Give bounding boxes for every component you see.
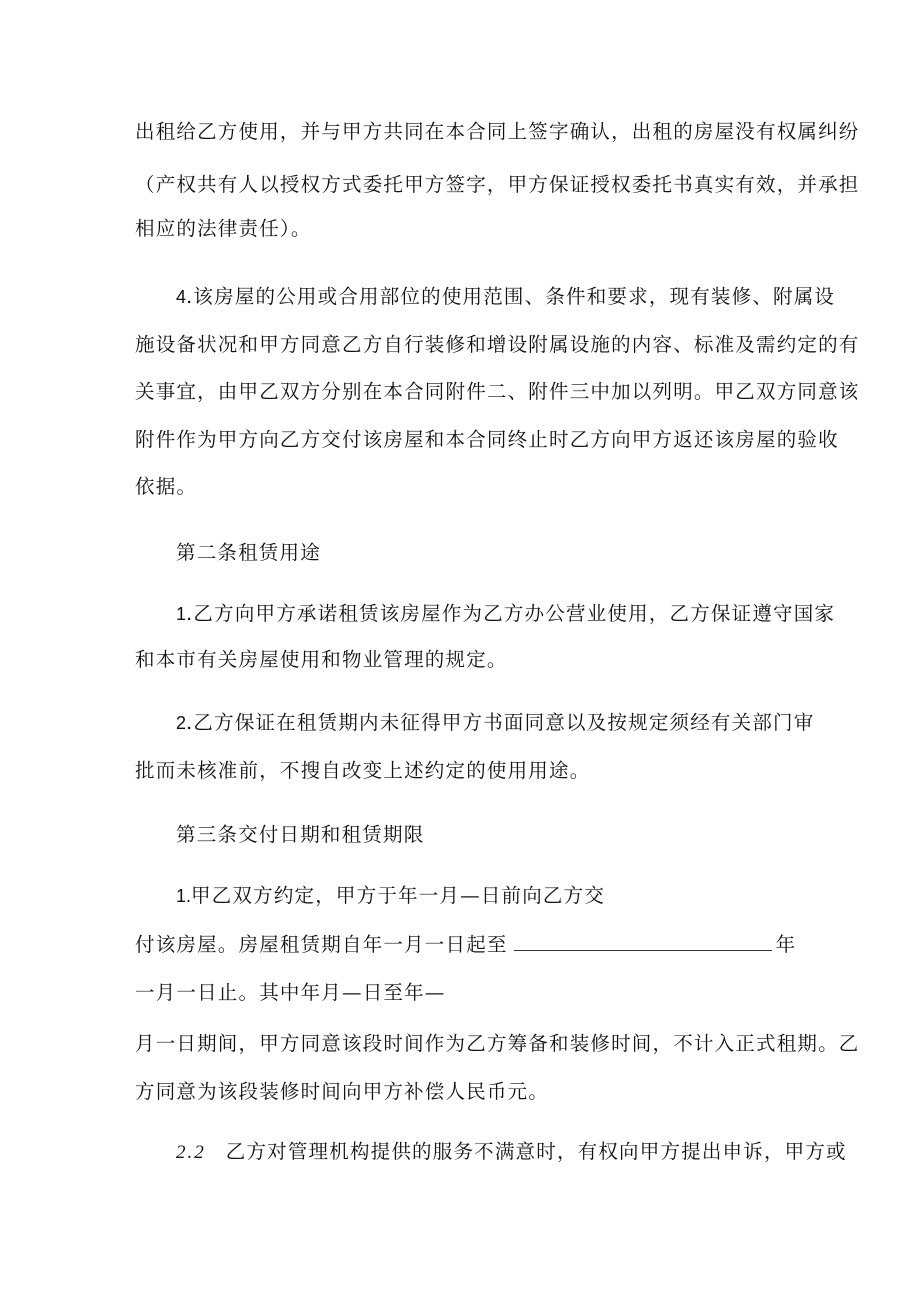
clause-2-line bbox=[176, 713, 814, 733]
clause-number: 4 bbox=[176, 287, 187, 307]
paragraph-line bbox=[135, 761, 590, 781]
section-heading bbox=[176, 543, 321, 563]
paragraph-line bbox=[135, 122, 860, 142]
line-text: 一月一日止。其中年月—日至年— bbox=[135, 981, 446, 1004]
paragraph-line bbox=[135, 219, 312, 239]
heading-text: 第三条交付日期和租赁期限 bbox=[176, 823, 425, 846]
paragraph-line bbox=[135, 382, 860, 402]
section-heading bbox=[176, 825, 424, 845]
clause-number: 1. bbox=[176, 886, 192, 906]
paragraph-line bbox=[135, 650, 508, 670]
clause-1-line bbox=[176, 886, 605, 906]
line-text: .乙方保证在租赁期内未征得甲方书面同意以及按规定须经有关部门审 bbox=[186, 711, 815, 734]
line-text: .乙方向甲方承诺租赁该房屋作为乙方办公营业使用，乙方保证遵守国家 bbox=[186, 602, 836, 625]
paragraph-line bbox=[135, 1082, 549, 1102]
line-text: 施设备状况和甲方同意乙方自行装修和增设附属设施的内容、标准及需约定的有 bbox=[135, 333, 860, 356]
line-text: 依据。 bbox=[135, 475, 198, 498]
line-text: 甲乙双方约定，甲方于年一月—日前向乙方交 bbox=[191, 884, 606, 907]
line-text: 年 bbox=[775, 933, 797, 956]
paragraph-line bbox=[135, 983, 446, 1003]
paragraph-line bbox=[135, 935, 796, 955]
line-text: .该房屋的公用或合用部位的使用范围、条件和要求，现有装修、附属设 bbox=[186, 285, 836, 308]
line-text: 批而未核准前，不搜自改变上述约定的使用用途。 bbox=[135, 759, 591, 782]
clause-2-2-line bbox=[176, 1142, 847, 1162]
paragraph-line bbox=[135, 430, 839, 450]
clause-1-line bbox=[176, 604, 835, 624]
line-text: 月一日期间，甲方同意该段时间作为乙方筹备和装修时间，不计入正式租期。乙 bbox=[135, 1032, 860, 1055]
heading-text: 第二条租赁用途 bbox=[176, 541, 321, 564]
line-text: 相应的法律责任）。 bbox=[135, 217, 312, 240]
clause-number: 2.2 bbox=[176, 1142, 206, 1163]
clause-number: 1 bbox=[176, 604, 187, 624]
paragraph-line bbox=[135, 335, 860, 355]
line-text: 附件作为甲方向乙方交付该房屋和本合同终止时乙方向甲方返还该房屋的验收 bbox=[135, 428, 839, 451]
blank-underline bbox=[514, 935, 772, 951]
line-text: 付该房屋。房屋租赁期自年一月一日起至 bbox=[135, 933, 508, 956]
clause-number: 2 bbox=[176, 713, 187, 733]
paragraph-line bbox=[135, 1034, 860, 1054]
clause-4-line bbox=[176, 287, 835, 307]
line-text: （产权共有人以授权方式委托甲方签字，甲方保证授权委托书真实有效，并承担 bbox=[135, 173, 860, 196]
line-text: 方同意为该段装修时间向甲方补偿人民币元。 bbox=[135, 1080, 550, 1103]
line-text: 和本市有关房屋使用和物业管理的规定。 bbox=[135, 648, 508, 671]
line-text: 乙方对管理机构提供的服务不满意时，有权向甲方提出申诉，甲方或 bbox=[225, 1140, 847, 1163]
line-text: 出租给乙方使用，并与甲方共同在本合同上签字确认，出租的房屋没有权属纠纷 bbox=[135, 120, 860, 143]
paragraph-line bbox=[135, 175, 860, 195]
line-text: 关事宜，由甲乙双方分别在本合同附件二、附件三中加以列明。甲乙双方同意该 bbox=[135, 380, 860, 403]
paragraph-line bbox=[135, 477, 197, 497]
